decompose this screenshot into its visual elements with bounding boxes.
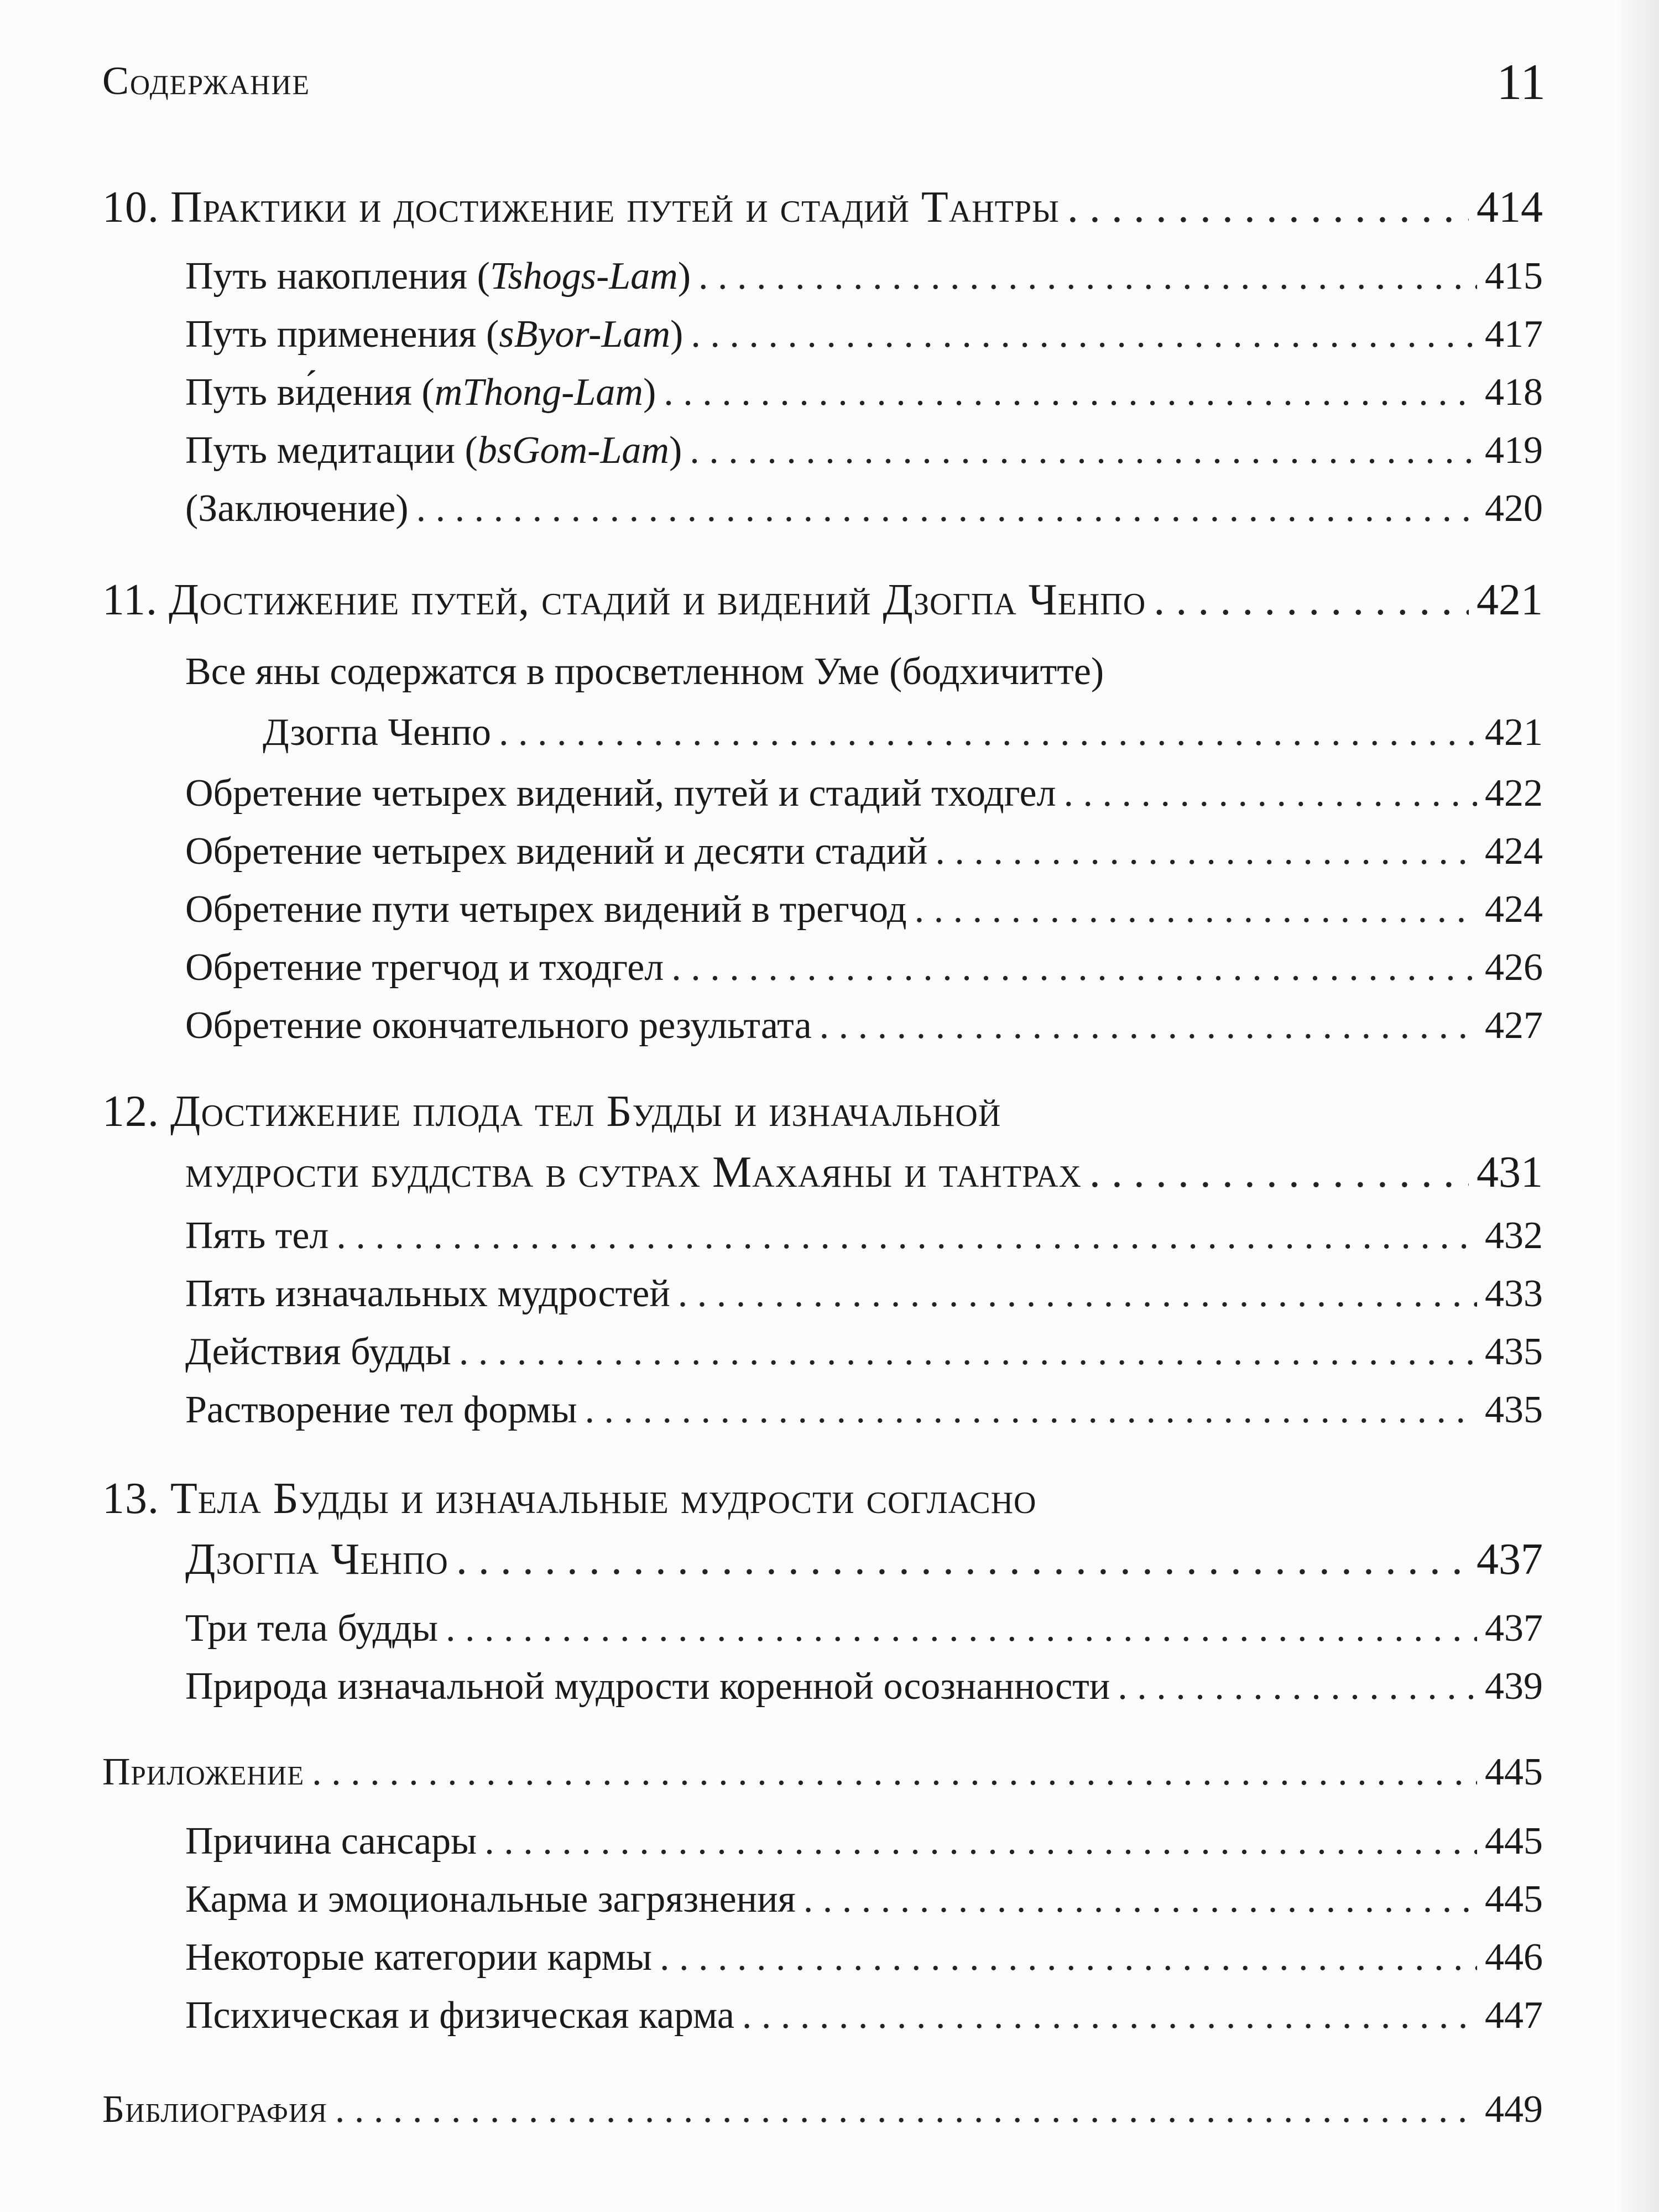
dot-leader bbox=[664, 362, 1477, 423]
toc-chapter-13-line1[interactable] bbox=[102, 1468, 1036, 1529]
chapter-number: 13. bbox=[102, 1474, 159, 1523]
toc-entry[interactable] bbox=[185, 763, 1543, 824]
entry-term: Tshogs-Lam bbox=[489, 255, 678, 298]
dot-leader bbox=[660, 1927, 1477, 1988]
toc-entry-line1[interactable]: Все яны содержатся в просветленном Уме (бодхичитте) bbox=[185, 650, 1104, 693]
entry-title: Три тела будды bbox=[185, 1607, 439, 1650]
page-ref: 419 bbox=[1485, 429, 1543, 472]
dot-leader bbox=[1064, 763, 1478, 824]
toc-entry[interactable] bbox=[263, 702, 1543, 763]
dot-leader bbox=[698, 246, 1477, 307]
running-title: Содержание bbox=[102, 59, 311, 103]
dot-leader bbox=[1154, 570, 1469, 630]
page-ref: 415 bbox=[1485, 255, 1543, 298]
entry-term: sByor-Lam bbox=[499, 313, 671, 356]
entry-title: Обретение окончательного результата bbox=[185, 1004, 812, 1047]
dot-leader bbox=[459, 1322, 1477, 1383]
entry-title: Дзогпа Ченпо bbox=[263, 711, 491, 754]
entry-title: Некоторые категории кармы bbox=[185, 1936, 652, 1979]
toc-entry[interactable] bbox=[185, 1598, 1543, 1659]
toc-entry[interactable] bbox=[185, 937, 1543, 998]
page-ref: 437 bbox=[1485, 1607, 1543, 1650]
page-ref: 435 bbox=[1485, 1331, 1543, 1373]
entry-title: Психическая и физическая карма bbox=[185, 1994, 734, 2037]
entry-title: Карма и эмоциональные загрязнения bbox=[185, 1878, 796, 1921]
dot-leader bbox=[499, 702, 1477, 763]
entry-term: bsGom-Lam bbox=[477, 429, 669, 472]
dot-leader bbox=[456, 1529, 1469, 1590]
page-ref: 449 bbox=[1485, 2088, 1543, 2131]
chapter-number: 10. bbox=[102, 183, 159, 232]
dot-leader bbox=[585, 1380, 1477, 1441]
toc-entry[interactable] bbox=[185, 1264, 1543, 1324]
chapter-title-line2: мудрости буддства в сутрах Махаяны и тантрах bbox=[185, 1148, 1082, 1197]
page-ref: 432 bbox=[1485, 1214, 1543, 1257]
entry-title: Природа изначальной мудрости коренной осознанности bbox=[185, 1665, 1110, 1708]
toc-entry[interactable] bbox=[185, 1322, 1543, 1383]
page-ref: 417 bbox=[1485, 313, 1543, 356]
toc-entry[interactable] bbox=[185, 478, 1543, 539]
dot-leader bbox=[336, 1206, 1477, 1266]
page-ref: 421 bbox=[1485, 711, 1543, 754]
toc-entry[interactable] bbox=[185, 879, 1543, 940]
page-ref: 431 bbox=[1477, 1148, 1543, 1197]
chapter-title-line2: Дзогпа Ченпо bbox=[185, 1535, 448, 1584]
page-ref: 427 bbox=[1485, 1004, 1543, 1047]
dot-leader bbox=[335, 2079, 1477, 2140]
entry-title: Обретение четырех видений, путей и стадий тходгел bbox=[185, 772, 1056, 815]
entry-title: Путь применения ( bbox=[185, 313, 499, 356]
dot-leader bbox=[690, 420, 1477, 481]
page-ref: 433 bbox=[1485, 1272, 1543, 1315]
entry-title: Пять изначальных мудростей bbox=[185, 1272, 670, 1315]
entry-title-close: ) bbox=[677, 255, 691, 298]
entry-title-close: ) bbox=[670, 313, 684, 356]
dot-leader bbox=[935, 821, 1477, 882]
entry-title: Путь медитации ( bbox=[185, 429, 478, 472]
chapter-number: 12. bbox=[102, 1087, 159, 1136]
dot-leader bbox=[1089, 1142, 1469, 1203]
toc-chapter-12[interactable] bbox=[185, 1142, 1543, 1203]
toc-entry[interactable] bbox=[185, 1656, 1543, 1717]
chapter-title: Достижение путей, стадий и видений Дзогпа Ченпо bbox=[169, 576, 1146, 624]
dot-leader bbox=[915, 879, 1477, 940]
page-ref: 445 bbox=[1485, 1820, 1543, 1863]
dot-leader bbox=[1067, 177, 1469, 238]
entry-title: Растворение тел формы bbox=[185, 1389, 577, 1431]
toc-entry[interactable] bbox=[185, 821, 1543, 882]
page-ref: 418 bbox=[1485, 371, 1543, 414]
toc-entry[interactable] bbox=[185, 1380, 1543, 1441]
section-title: Приложение bbox=[102, 1751, 305, 1793]
toc-entry[interactable] bbox=[185, 1206, 1543, 1266]
toc-bibliography[interactable] bbox=[102, 2079, 1543, 2140]
toc-chapter-11[interactable] bbox=[102, 570, 1543, 630]
entry-title: (Заключение) bbox=[185, 487, 409, 530]
entry-title: Обретение четырех видений и десяти стадий bbox=[185, 830, 928, 873]
dot-leader bbox=[742, 1985, 1477, 2046]
dot-leader bbox=[1118, 1656, 1477, 1717]
entry-title: Обретение трегчод и тходгел bbox=[185, 946, 664, 989]
page-ref: 435 bbox=[1485, 1389, 1543, 1431]
page-ref: 445 bbox=[1485, 1878, 1543, 1921]
page-ref: 422 bbox=[1485, 772, 1543, 815]
section-title: Библиография bbox=[102, 2088, 327, 2131]
page-ref: 446 bbox=[1485, 1936, 1543, 1979]
dot-leader bbox=[804, 1869, 1477, 1930]
dot-leader bbox=[678, 1264, 1477, 1324]
entry-title: Пять тел bbox=[185, 1214, 329, 1257]
page-ref: 437 bbox=[1477, 1535, 1543, 1584]
chapter-title: Практики и достижение путей и стадий Тантры bbox=[170, 183, 1060, 232]
page-ref: 426 bbox=[1485, 946, 1543, 989]
toc-entry[interactable] bbox=[185, 1927, 1543, 1988]
page-ref: 424 bbox=[1485, 830, 1543, 873]
toc-chapter-10[interactable] bbox=[102, 177, 1543, 238]
entry-title: Причина сансары bbox=[185, 1820, 477, 1863]
entry-title: Обретение пути четырех видений в трегчод bbox=[185, 888, 907, 931]
dot-leader bbox=[484, 1811, 1477, 1872]
page-ref: 421 bbox=[1477, 576, 1543, 624]
page-number: 11 bbox=[1496, 54, 1546, 110]
toc-entry[interactable] bbox=[185, 362, 1543, 423]
toc-entry[interactable] bbox=[185, 1869, 1543, 1930]
toc-entry[interactable] bbox=[185, 995, 1543, 1056]
toc-chapter-13[interactable] bbox=[185, 1529, 1543, 1590]
chapter-title: Тела Будды и изначальные мудрости согласно bbox=[170, 1474, 1037, 1523]
entry-term: mThong-Lam bbox=[434, 371, 643, 414]
page-ref: 424 bbox=[1485, 888, 1543, 931]
page-ref: 420 bbox=[1485, 487, 1543, 530]
page-ref: 447 bbox=[1485, 1994, 1543, 2037]
toc-entry[interactable] bbox=[185, 420, 1543, 481]
toc-chapter-12-line1[interactable] bbox=[102, 1081, 1001, 1142]
chapter-title: Достижение плода тел Будды и изначальной bbox=[170, 1087, 1001, 1136]
dot-leader bbox=[691, 304, 1477, 365]
dot-leader bbox=[820, 995, 1477, 1056]
page-ref: 414 bbox=[1477, 183, 1543, 232]
toc-entry[interactable] bbox=[185, 246, 1543, 307]
toc-entry[interactable] bbox=[185, 304, 1543, 365]
toc-appendix[interactable] bbox=[102, 1742, 1543, 1803]
toc-entry[interactable] bbox=[185, 1985, 1543, 2046]
dot-leader bbox=[446, 1598, 1477, 1659]
entry-title: Действия будды bbox=[185, 1331, 451, 1373]
page-ref: 439 bbox=[1485, 1665, 1543, 1708]
entry-title-close: ) bbox=[643, 371, 656, 414]
dot-leader bbox=[671, 937, 1477, 998]
dot-leader bbox=[312, 1742, 1477, 1803]
chapter-number: 11. bbox=[102, 576, 158, 624]
entry-title: Путь ви́дения ( bbox=[185, 371, 435, 414]
toc-entry[interactable] bbox=[185, 1811, 1543, 1872]
entry-title-close: ) bbox=[669, 429, 682, 472]
entry-title: Путь накопления ( bbox=[185, 255, 490, 298]
page-ref: 445 bbox=[1485, 1751, 1543, 1793]
dot-leader bbox=[416, 478, 1477, 539]
